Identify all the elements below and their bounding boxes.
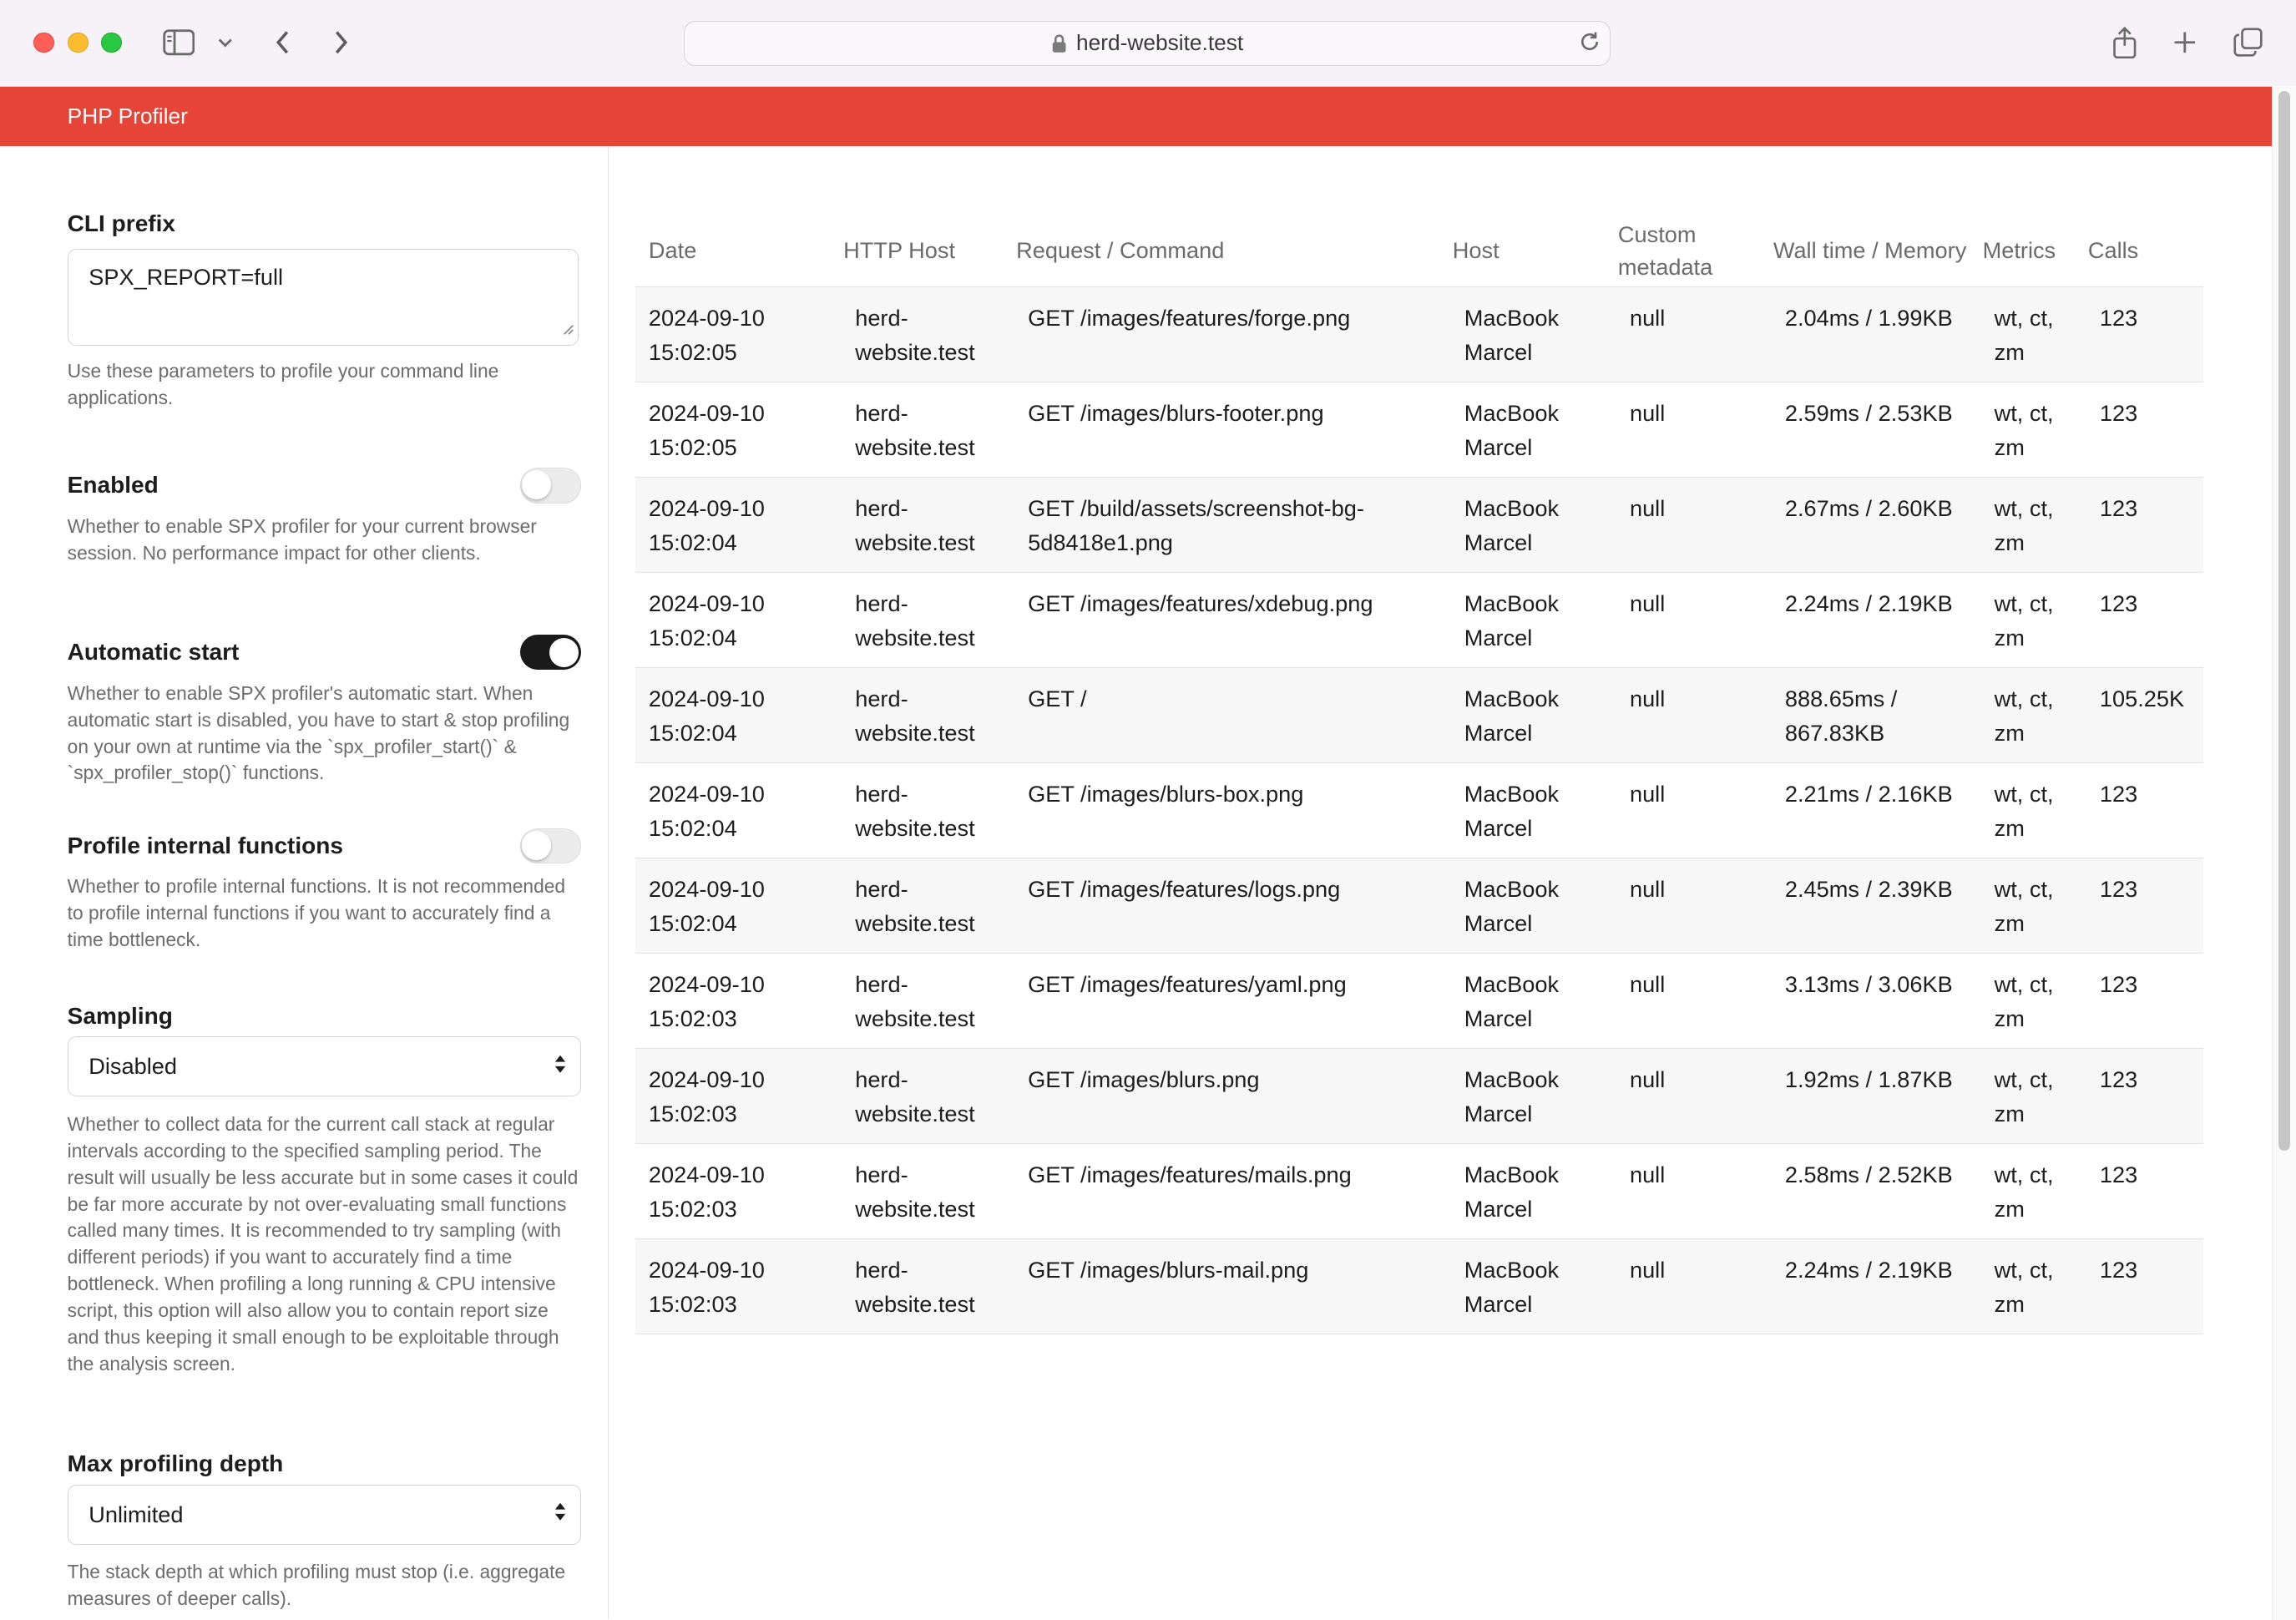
cell-date: 2024-09-10 15:02:04 bbox=[635, 477, 830, 572]
cell-request: GET /images/blurs-footer.png bbox=[1003, 382, 1439, 477]
cell-http-host: herd-website.test bbox=[830, 1143, 1003, 1238]
cell-http-host: herd-website.test bbox=[830, 382, 1003, 477]
cell-metrics: wt, ct, zm bbox=[1970, 382, 2075, 477]
cli-prefix-help: Use these parameters to profile your command line applications. bbox=[67, 360, 499, 409]
table-row[interactable] bbox=[635, 667, 2203, 762]
internal-functions-toggle[interactable] bbox=[520, 828, 582, 863]
cell-host: MacBook Marcel bbox=[1439, 382, 1605, 477]
cell-meta: null bbox=[1605, 858, 1760, 953]
cell-calls: 123 bbox=[2075, 1238, 2203, 1334]
cell-request: GET /images/features/forge.png bbox=[1003, 286, 1439, 382]
scrollbar-thumb[interactable] bbox=[2278, 91, 2290, 1152]
cell-host: MacBook Marcel bbox=[1439, 667, 1605, 762]
cell-calls: 123 bbox=[2075, 286, 2203, 382]
close-window-button[interactable] bbox=[33, 33, 54, 53]
table-row[interactable] bbox=[635, 1048, 2203, 1143]
cell-host: MacBook Marcel bbox=[1439, 953, 1605, 1048]
cli-prefix-section bbox=[68, 210, 582, 412]
cell-wall: 3.13ms / 3.06KB bbox=[1760, 953, 1970, 1048]
cell-host: MacBook Marcel bbox=[1439, 572, 1605, 667]
app-header bbox=[0, 87, 2296, 145]
cell-request: GET /images/features/yaml.png bbox=[1003, 953, 1439, 1048]
cell-http-host: herd-website.test bbox=[830, 1238, 1003, 1334]
new-tab-icon[interactable] bbox=[2167, 25, 2202, 60]
cli-prefix-textarea[interactable] bbox=[68, 249, 579, 346]
cell-date: 2024-09-10 15:02:03 bbox=[635, 953, 830, 1048]
reports-table-container bbox=[635, 146, 2203, 1334]
cell-http-host: herd-website.test bbox=[830, 477, 1003, 572]
table-row[interactable] bbox=[635, 477, 2203, 572]
cell-date: 2024-09-10 15:02:05 bbox=[635, 286, 830, 382]
cell-date: 2024-09-10 15:02:05 bbox=[635, 382, 830, 477]
cell-meta: null bbox=[1605, 762, 1760, 858]
column-header-wall-time-memory[interactable]: Wall time / Memory bbox=[1760, 146, 1970, 287]
table-row[interactable] bbox=[635, 1143, 2203, 1238]
cell-metrics: wt, ct, zm bbox=[1970, 477, 2075, 572]
sampling-section bbox=[68, 1003, 582, 1378]
cell-wall: 2.58ms / 2.52KB bbox=[1760, 1143, 1970, 1238]
column-header-custom-metadata[interactable]: Custom metadata bbox=[1605, 146, 1760, 287]
resize-grip-icon[interactable] bbox=[563, 315, 574, 342]
cell-request: GET /images/features/logs.png bbox=[1003, 858, 1439, 953]
cell-wall: 2.45ms / 2.39KB bbox=[1760, 858, 1970, 953]
lock-icon bbox=[1051, 33, 1067, 54]
cell-calls: 123 bbox=[2075, 572, 2203, 667]
share-icon[interactable] bbox=[2107, 25, 2142, 60]
cell-meta: null bbox=[1605, 1048, 1760, 1143]
select-arrows-icon bbox=[554, 1053, 566, 1080]
cell-meta: null bbox=[1605, 667, 1760, 762]
enabled-help: Whether to enable SPX profiler for your current browser session. No performance impact for other clients. bbox=[67, 514, 537, 564]
table-row[interactable] bbox=[635, 1238, 2203, 1334]
cell-request: GET /images/blurs-box.png bbox=[1003, 762, 1439, 858]
address-bar[interactable] bbox=[684, 21, 1611, 67]
enabled-section bbox=[68, 468, 582, 566]
column-header-metrics[interactable]: Metrics bbox=[1970, 146, 2075, 287]
cell-meta: null bbox=[1605, 1143, 1760, 1238]
table-header-row bbox=[635, 146, 2203, 287]
cell-request: GET /images/features/xdebug.png bbox=[1003, 572, 1439, 667]
cell-metrics: wt, ct, zm bbox=[1970, 286, 2075, 382]
cell-calls: 123 bbox=[2075, 762, 2203, 858]
cell-metrics: wt, ct, zm bbox=[1970, 762, 2075, 858]
internal-functions-label: Profile internal functions bbox=[67, 832, 344, 858]
cell-metrics: wt, ct, zm bbox=[1970, 1048, 2075, 1143]
cell-date: 2024-09-10 15:02:03 bbox=[635, 1143, 830, 1238]
sidebar-toggle-icon[interactable] bbox=[161, 25, 196, 60]
cell-metrics: wt, ct, zm bbox=[1970, 1238, 2075, 1334]
cell-wall: 2.59ms / 2.53KB bbox=[1760, 382, 1970, 477]
cell-calls: 123 bbox=[2075, 1048, 2203, 1143]
enabled-label: Enabled bbox=[67, 472, 159, 499]
cell-metrics: wt, ct, zm bbox=[1970, 953, 2075, 1048]
sampling-select[interactable] bbox=[68, 1036, 582, 1096]
cell-wall: 2.24ms / 2.19KB bbox=[1760, 572, 1970, 667]
cell-date: 2024-09-10 15:02:03 bbox=[635, 1048, 830, 1143]
window-controls bbox=[33, 33, 122, 53]
zoom-window-button[interactable] bbox=[101, 33, 122, 53]
enabled-toggle[interactable] bbox=[520, 468, 582, 503]
sampling-help: Whether to collect data for the current call stack at regular intervals according to the specified sampling period. The result will usually be less accurate but in some cases it could be far more accurate by not over-evaluating small functions called many times. It is recommended to try sampling (with different periods) if you want to accurately find a time bottleneck. When profiling a long running & CPU intensive script, this option will also allow you to contain report size and thus keeping it small enough to be exploitable through the analysis screen. bbox=[67, 1112, 579, 1375]
cell-wall: 2.04ms / 1.99KB bbox=[1760, 286, 1970, 382]
cell-host: MacBook Marcel bbox=[1439, 1048, 1605, 1143]
cell-date: 2024-09-10 15:02:03 bbox=[635, 1238, 830, 1334]
cell-request: GET /build/assets/screenshot-bg-5d8418e1.png bbox=[1003, 477, 1439, 572]
sampling-label: Sampling bbox=[67, 1002, 173, 1029]
cell-meta: null bbox=[1605, 286, 1760, 382]
column-header-date[interactable]: Date bbox=[635, 146, 830, 287]
cell-http-host: herd-website.test bbox=[830, 858, 1003, 953]
back-icon[interactable] bbox=[265, 25, 300, 60]
cell-calls: 123 bbox=[2075, 382, 2203, 477]
reload-icon[interactable] bbox=[1578, 30, 1601, 53]
cell-request: GET / bbox=[1003, 667, 1439, 762]
cell-host: MacBook Marcel bbox=[1439, 762, 1605, 858]
chevron-down-icon[interactable] bbox=[208, 25, 243, 60]
cell-request: GET /images/blurs-mail.png bbox=[1003, 1238, 1439, 1334]
cell-http-host: herd-website.test bbox=[830, 286, 1003, 382]
cell-http-host: herd-website.test bbox=[830, 667, 1003, 762]
cell-wall: 2.67ms / 2.60KB bbox=[1760, 477, 1970, 572]
cell-metrics: wt, ct, zm bbox=[1970, 858, 2075, 953]
internal-functions-section bbox=[68, 828, 582, 954]
internal-functions-help: Whether to profile internal functions. It is not recommended to profile internal functions if you want to accurately find a time bottleneck. bbox=[67, 875, 566, 951]
settings-sidebar bbox=[0, 146, 609, 1619]
cell-wall: 2.21ms / 2.16KB bbox=[1760, 762, 1970, 858]
cli-prefix-value: SPX_REPORT=full bbox=[89, 264, 284, 291]
url-text: herd-website.test bbox=[1075, 30, 1244, 56]
max-depth-value: Unlimited bbox=[89, 1501, 184, 1527]
cell-request: GET /images/blurs.png bbox=[1003, 1048, 1439, 1143]
max-depth-label: Max profiling depth bbox=[67, 1450, 284, 1477]
cell-http-host: herd-website.test bbox=[830, 572, 1003, 667]
cell-host: MacBook Marcel bbox=[1439, 286, 1605, 382]
cell-calls: 123 bbox=[2075, 858, 2203, 953]
column-header-request[interactable]: Request / Command bbox=[1003, 146, 1439, 287]
max-depth-section bbox=[68, 1450, 582, 1612]
automatic-start-section bbox=[68, 635, 582, 787]
forward-icon[interactable] bbox=[324, 25, 359, 60]
column-header-host[interactable]: Host bbox=[1439, 146, 1605, 287]
table-row[interactable] bbox=[635, 286, 2203, 382]
cell-date: 2024-09-10 15:02:04 bbox=[635, 858, 830, 953]
max-depth-select[interactable] bbox=[68, 1485, 582, 1545]
tab-overview-icon[interactable] bbox=[2230, 25, 2265, 60]
automatic-start-toggle[interactable] bbox=[520, 635, 582, 670]
minimize-window-button[interactable] bbox=[68, 33, 89, 53]
cell-calls: 123 bbox=[2075, 1143, 2203, 1238]
reports-table bbox=[635, 146, 2203, 1334]
table-row[interactable] bbox=[635, 572, 2203, 667]
max-depth-help: The stack depth at which profiling must stop (i.e. aggregate measures of deeper calls). bbox=[67, 1561, 566, 1610]
automatic-start-label: Automatic start bbox=[67, 639, 240, 666]
cell-calls: 123 bbox=[2075, 953, 2203, 1048]
cell-host: MacBook Marcel bbox=[1439, 858, 1605, 953]
cell-date: 2024-09-10 15:02:04 bbox=[635, 572, 830, 667]
cell-calls: 105.25K bbox=[2075, 667, 2203, 762]
cell-http-host: herd-website.test bbox=[830, 953, 1003, 1048]
cell-wall: 1.92ms / 1.87KB bbox=[1760, 1048, 1970, 1143]
sampling-value: Disabled bbox=[89, 1053, 177, 1080]
cell-meta: null bbox=[1605, 953, 1760, 1048]
cell-wall: 2.24ms / 2.19KB bbox=[1760, 1238, 1970, 1334]
main-content bbox=[0, 146, 2296, 1619]
cell-request: GET /images/features/mails.png bbox=[1003, 1143, 1439, 1238]
table-row[interactable] bbox=[635, 382, 2203, 477]
cell-host: MacBook Marcel bbox=[1439, 477, 1605, 572]
cell-meta: null bbox=[1605, 572, 1760, 667]
table-row[interactable] bbox=[635, 762, 2203, 858]
cell-meta: null bbox=[1605, 382, 1760, 477]
table-row[interactable] bbox=[635, 953, 2203, 1048]
cell-metrics: wt, ct, zm bbox=[1970, 1143, 2075, 1238]
cell-host: MacBook Marcel bbox=[1439, 1143, 1605, 1238]
cell-metrics: wt, ct, zm bbox=[1970, 667, 2075, 762]
cell-calls: 123 bbox=[2075, 477, 2203, 572]
page-scrollbar[interactable] bbox=[2272, 86, 2296, 1619]
cell-meta: null bbox=[1605, 1238, 1760, 1334]
cell-metrics: wt, ct, zm bbox=[1970, 572, 2075, 667]
automatic-start-help: Whether to enable SPX profiler's automatic start. When automatic start is disabled, you have to start & stop profiling on your own at runtime via the `spx_profiler_start()` & `spx_profiler_stop()` functions. bbox=[67, 681, 570, 784]
cell-host: MacBook Marcel bbox=[1439, 1238, 1605, 1334]
table-row[interactable] bbox=[635, 858, 2203, 953]
column-header-http-host[interactable]: HTTP Host bbox=[830, 146, 1003, 287]
cell-http-host: herd-website.test bbox=[830, 1048, 1003, 1143]
cli-prefix-label: CLI prefix bbox=[67, 210, 176, 236]
browser-toolbar bbox=[0, 0, 2296, 87]
column-header-calls[interactable]: Calls bbox=[2075, 146, 2203, 287]
cell-date: 2024-09-10 15:02:04 bbox=[635, 762, 830, 858]
cell-wall: 888.65ms / 867.83KB bbox=[1760, 667, 1970, 762]
select-arrows-icon bbox=[554, 1501, 566, 1528]
cell-http-host: herd-website.test bbox=[830, 762, 1003, 858]
app-title: PHP Profiler bbox=[67, 104, 188, 129]
cell-date: 2024-09-10 15:02:04 bbox=[635, 667, 830, 762]
cell-meta: null bbox=[1605, 477, 1760, 572]
